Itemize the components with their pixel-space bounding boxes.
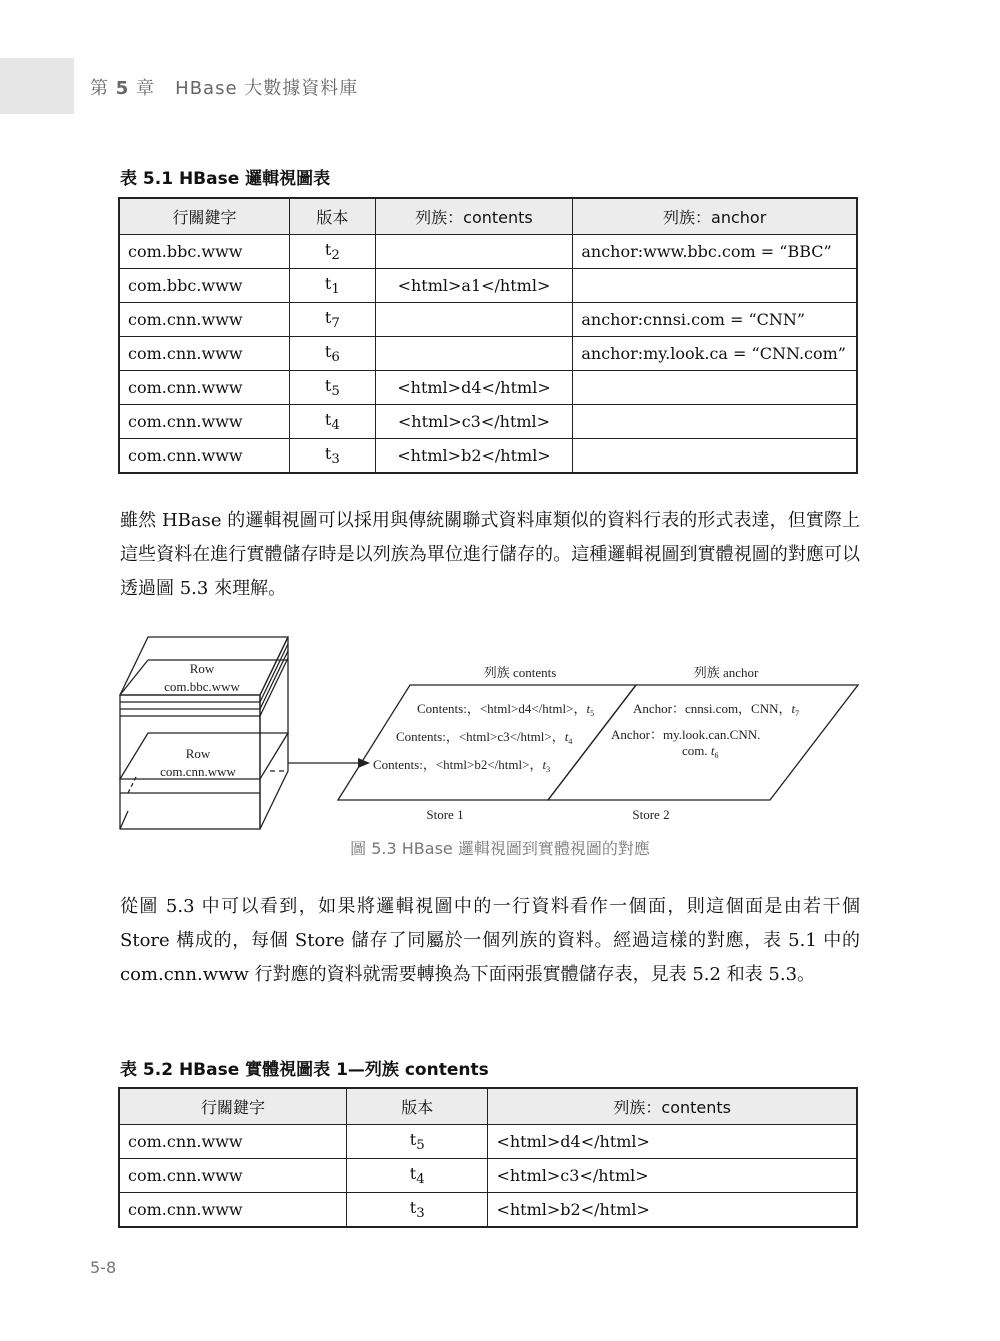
row-anchor — [573, 269, 857, 303]
chapter-number: 5 — [115, 78, 130, 99]
table1-header-version: 版本 — [290, 198, 375, 235]
table-row — [119, 1193, 857, 1228]
table1-header-anchor: 列族：anchor — [573, 198, 857, 235]
table-row — [119, 269, 857, 303]
family2-title: 列族 anchor — [693, 665, 759, 680]
row-key: com.cnn.www — [119, 371, 290, 405]
paragraph-1: 雖然 HBase 的邏輯視圖可以採用與傳統關聯式資料庫類似的資料行表的形式表達，但實際上這些資料在進行實體儲存時是以列族為單位進行儲存的。這種邏輯視圖到實體視圖的對應可以透過圖 5.3 來理解。 — [120, 510, 860, 599]
row-version: $t_1$ — [290, 269, 375, 303]
paragraph-2: 從圖 5.3 中可以看到，如果將邏輯視圖中的一行資料看作一個面，則這個面是由若干個 Store 構成的，每個 Store 儲存了同屬於一個列族的資料。經過這樣的對應，表 5.1 中的 com.cnn.www 行對應的資料就需要轉換為下面兩張實體儲存表，見表 5.2 和表 5.3。 — [120, 896, 860, 985]
stack-front-face — [120, 695, 260, 829]
table-row — [119, 235, 857, 269]
store2-line1: Anchor：cnnsi.com，CNN，$t_7$ — [633, 701, 800, 718]
row-version: $t_6$ — [290, 337, 375, 371]
table-row — [119, 1159, 857, 1193]
table1-header-row — [119, 198, 857, 235]
table-row — [119, 303, 857, 337]
store2-line2: Anchor：my.look.can.CNN. — [611, 727, 761, 742]
row-contents: <html>c3</html> — [488, 1159, 857, 1193]
row-version: $t_3$ — [347, 1193, 488, 1228]
row-anchor: anchor:cnnsi.com = “CNN” — [573, 303, 857, 337]
row-anchor — [573, 405, 857, 439]
store1-line2: Contents:，<html>c3</html>，$t_4$ — [396, 729, 573, 746]
row-version: $t_2$ — [290, 235, 375, 269]
row1-label: Row — [189, 661, 215, 676]
table2-header-key: 行關鍵字 — [119, 1088, 347, 1125]
family1-title: 列族 contents — [483, 665, 557, 680]
row-key: com.cnn.www — [119, 1125, 347, 1159]
running-header — [90, 74, 358, 100]
row-version: $t_4$ — [290, 405, 375, 439]
row-key: com.cnn.www — [119, 1159, 347, 1193]
row-contents: <html>a1</html> — [375, 269, 573, 303]
chapter-tab — [0, 58, 74, 114]
figure-caption: 圖 5.3 HBase 邏輯視圖到實體視圖的對應 — [350, 839, 650, 858]
row-contents: <html>d4</html> — [375, 371, 573, 405]
table1 — [118, 197, 858, 474]
chapter-prefix: 第 — [90, 78, 109, 99]
row-key: com.cnn.www — [119, 1193, 347, 1228]
row-contents: <html>b2</html> — [488, 1193, 857, 1228]
row-contents — [375, 337, 573, 371]
store1-line1: Contents:，<html>d4</html>，$t_5$ — [417, 701, 595, 718]
store2-label: Store 2 — [632, 807, 670, 822]
table-row — [119, 1125, 857, 1159]
row-contents — [375, 303, 573, 337]
page-number: 5-8 — [90, 1258, 117, 1277]
row-key: com.cnn.www — [119, 303, 290, 337]
row-version: $t_7$ — [290, 303, 375, 337]
row-anchor — [573, 371, 857, 405]
row-version: $t_3$ — [290, 439, 375, 474]
row-key: com.cnn.www — [119, 337, 290, 371]
store1-line3: Contents:，<html>b2</html>，$t_3$ — [373, 757, 551, 774]
table-row — [119, 337, 857, 371]
table2-header-version: 版本 — [347, 1088, 488, 1125]
table-row — [119, 371, 857, 405]
chapter-suffix: 章 — [136, 78, 155, 99]
row-contents: <html>b2</html> — [375, 439, 573, 474]
table2-caption: 表 5.2 HBase 實體視圖表 1—列族 contents — [120, 1060, 489, 1080]
row-version: $t_4$ — [347, 1159, 488, 1193]
table1-caption: 表 5.1 HBase 邏輯視圖表 — [120, 169, 331, 189]
row-version: $t_5$ — [290, 371, 375, 405]
row-key: com.cnn.www — [119, 405, 290, 439]
row-key: com.bbc.www — [119, 269, 290, 303]
table2-header-row — [119, 1088, 857, 1125]
row-anchor: anchor:www.bbc.com = “BBC” — [573, 235, 857, 269]
store2-line3: com. $t_6$ — [682, 743, 719, 760]
table1-header-contents: 列族：contents — [375, 198, 573, 235]
store1-label: Store 1 — [426, 807, 464, 822]
row-key: com.bbc.www — [119, 235, 290, 269]
figure-5-3 — [0, 625, 1000, 835]
row2-key: com.cnn.www — [160, 764, 236, 779]
table1-header-key: 行關鍵字 — [119, 198, 290, 235]
chapter-title: HBase 大數據資料庫 — [175, 78, 359, 99]
table2-header-contents: 列族：contents — [488, 1088, 857, 1125]
row2-label: Row — [185, 746, 211, 761]
row-anchor — [573, 439, 857, 474]
row-anchor: anchor:my.look.ca = “CNN.com” — [573, 337, 857, 371]
table-row — [119, 405, 857, 439]
table-row — [119, 439, 857, 474]
row-contents: <html>c3</html> — [375, 405, 573, 439]
row1-key: com.bbc.www — [164, 679, 240, 694]
row-contents — [375, 235, 573, 269]
row-version: $t_5$ — [347, 1125, 488, 1159]
table2 — [118, 1087, 858, 1228]
row-contents: <html>d4</html> — [488, 1125, 857, 1159]
row-key: com.cnn.www — [119, 439, 290, 474]
